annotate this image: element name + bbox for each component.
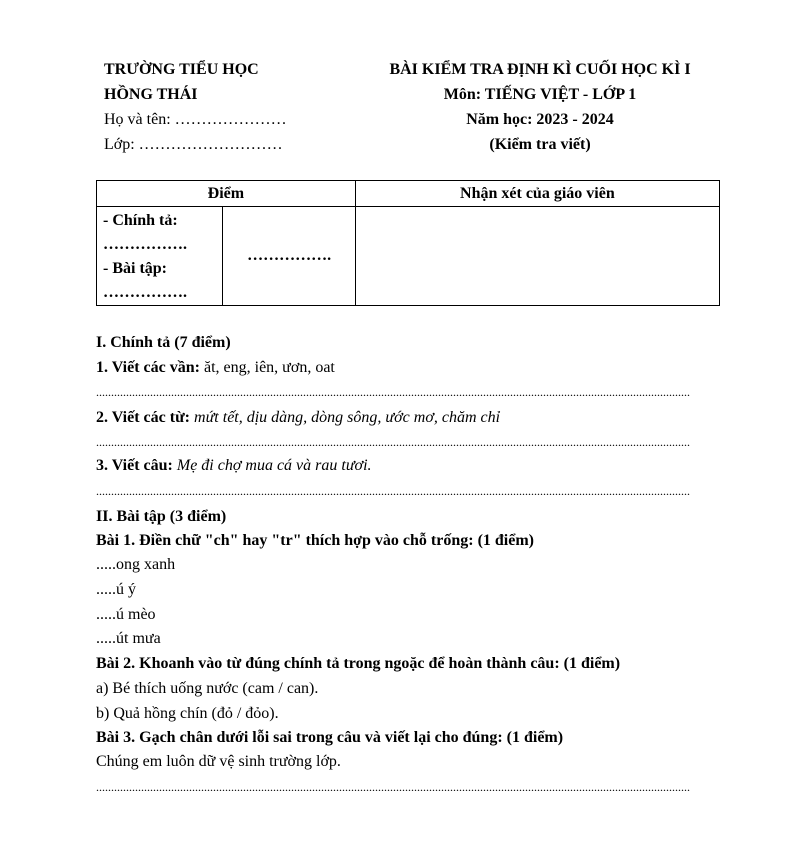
- score-breakdown-cell: [97, 207, 223, 306]
- question-2-text: mứt tết, dịu dàng, dòng sông, ước mơ, chăm chỉ: [190, 409, 501, 426]
- exam-type: (Kiểm tra viết): [489, 136, 591, 153]
- question-1: [96, 358, 335, 378]
- exercise-3-title: Bài 3. Gạch chân dưới lỗi sai trong câu và viết lại cho đúng: (1 điểm): [96, 729, 564, 746]
- exercise-2-item: a) Bé thích uống nước (cam / can).: [96, 680, 319, 697]
- question-2-label: 2. Viết các từ:: [96, 409, 191, 426]
- grade-table: [96, 180, 720, 306]
- exercise-1-item: .....ong xanh: [96, 556, 176, 573]
- question-3-label: 3. Viết câu:: [96, 457, 173, 474]
- school-year: Năm học: 2023 - 2024: [466, 111, 614, 128]
- answer-line-1: ......................................................................................................................................................................................................: [96, 385, 690, 399]
- exercise-label: - Bài tập:: [103, 260, 167, 277]
- total-score-cell: …………….: [223, 207, 355, 306]
- question-1-label: 1. Viết các vần:: [96, 359, 200, 376]
- exercise-2-item: b) Quả hồng chín (đỏ / đỏo).: [96, 705, 279, 722]
- question-2: [96, 408, 500, 428]
- school-name-line2: HỒNG THÁI: [104, 86, 198, 103]
- exercise-1-item: .....ú mèo: [96, 606, 156, 623]
- school-name-line1: TRƯỜNG TIỂU HỌC: [104, 61, 259, 78]
- section1-title: I. Chính tả (7 điểm): [96, 334, 231, 351]
- question-3-text: Mẹ đi chợ mua cá và rau tươi.: [172, 457, 372, 474]
- exercise-2-title: Bài 2. Khoanh vào từ đúng chính tả trong ngoặc để hoàn thành câu: (1 điểm): [96, 655, 621, 672]
- dictation-label: - Chính tả:: [103, 212, 178, 229]
- comment-header: Nhận xét của giáo viên: [355, 181, 719, 207]
- teacher-comment-cell: [355, 207, 719, 306]
- answer-line-2: ......................................................................................................................................................................................................: [96, 435, 690, 449]
- question-3: [96, 456, 372, 476]
- section2-title: II. Bài tập (3 điểm): [96, 508, 227, 525]
- student-name-field: Họ và tên: …………………: [104, 111, 287, 128]
- student-class-field: Lớp: ………………………: [104, 136, 283, 153]
- score-header: Điểm: [97, 181, 356, 207]
- answer-line-3: ......................................................................................................................................................................................................: [96, 484, 690, 498]
- question-1-text: ăt, eng, iên, ươn, oat: [199, 359, 335, 376]
- exercise-1-item: .....ú ý: [96, 581, 136, 598]
- dictation-score-blank: …………….: [103, 236, 187, 253]
- exam-title: BÀI KIỂM TRA ĐỊNH KÌ CUỐI HỌC KÌ I: [389, 61, 691, 78]
- exercise-score-blank: …………….: [103, 284, 187, 301]
- exercise-1-title: Bài 1. Điền chữ "ch" hay "tr" thích hợp vào chỗ trống: (1 điểm): [96, 532, 534, 549]
- exercise-3-sentence: Chúng em luôn dữ vệ sinh trường lớp.: [96, 753, 341, 770]
- exercise-1-item: .....út mưa: [96, 630, 161, 647]
- exam-subject: Môn: TIẾNG VIỆT - LỚP 1: [443, 86, 637, 103]
- answer-line-4: ......................................................................................................................................................................................................: [96, 780, 690, 794]
